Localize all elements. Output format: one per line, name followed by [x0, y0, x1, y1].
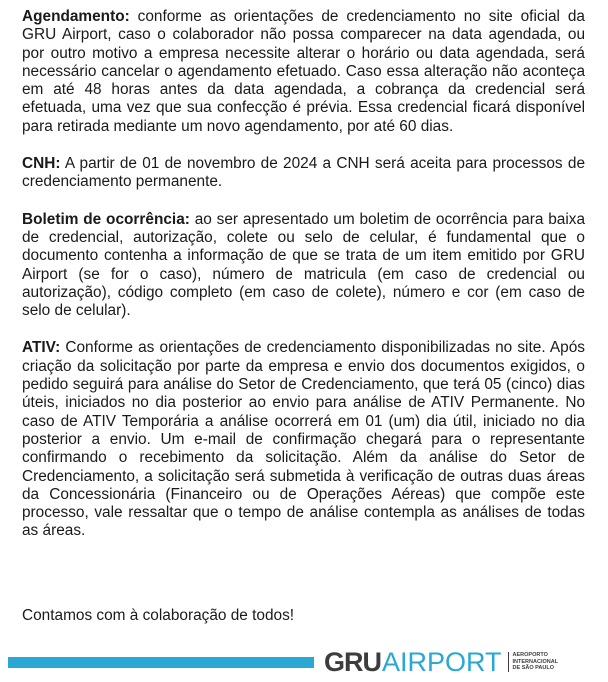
section-text: Conforme as orientações de credenciamento disponibilizadas no site. Após criação da solicitação por parte da empresa e envio dos documentos exigidos, o pedido seguirá para análise do Setor de Credenciamento, que terá 05 (cinco) dias úteis, iniciados no dia posterior ao envio para análise de ATIV Permanente. No caso de ATIV Temporária a análise ocorrerá em 01 (um) dia útil, iniciado no dia posterior a envio. Um e-mail de confirmação chegará para o representante confirmando o recebimento da solicitação. Além da análise do Setor de Credenciamento, a solicitação será submetida à verificação de outras duas áreas da Concessionária (Financeiro ou de Operações Aéreas) que compõe este processo, vale ressaltar que o tempo de análise contempla as análises de todas as áreas. [22, 339, 585, 540]
brand-stripe [8, 657, 314, 668]
logo-airport-text: AIRPORT [382, 647, 502, 677]
section-cnh [22, 155, 585, 192]
section-text: ao ser apresentado um boletim de ocorrência para baixa de credencial, autorização, colete ou selo de celular, é fundamental que o documento contenha a informação de que se trata de um item emitido por GRU Airport (se for o caso), número de matricula (em caso de credencial ou autorização), código completo (em caso de colete), número e cor (em caso de selo de celular). [22, 210, 586, 320]
logo-sub-line-3: DE SÃO PAULO [512, 665, 554, 672]
section-text: A partir de 01 de novembro de 2024 a CNH será aceita para processos de credenciamento permanente. [22, 155, 585, 191]
gru-airport-logo [324, 648, 558, 676]
section-boletim [22, 211, 585, 321]
section-agendamento [22, 8, 585, 136]
logo-gru-text: GRU [324, 647, 381, 677]
section-heading: ATIV: [22, 339, 61, 357]
closing-text: Contamos com à colaboração de todos! [22, 607, 295, 624]
section-heading: Boletim de ocorrência: [22, 210, 190, 228]
logo-subtitle [508, 652, 559, 671]
section-text: conforme as orientações de credenciamento no site oficial da GRU Airport, caso o colaborador não possa comparecer na data agendada, ou por outro motivo a empresa necessite alterar o horário ou data agendada, será necessário cancelar o agendamento efetuado. Caso essa alteração não aconteça em até 48 horas antes da data agendada, a cobrança da credencial será efetuada, uma vez que sua confecção é prévia. Essa credencial ficará disponível para retirada mediante um novo agendamento, por até 60 dias. [22, 8, 585, 135]
logo-sub-line-2: INTERNACIONAL [512, 658, 559, 665]
logo-sub-line-1: AEROPORTO [512, 652, 548, 659]
section-heading: CNH: [22, 155, 61, 173]
section-heading: Agendamento: [22, 8, 130, 25]
section-ativ [22, 339, 585, 540]
footer [0, 648, 608, 676]
document-body [22, 8, 585, 541]
